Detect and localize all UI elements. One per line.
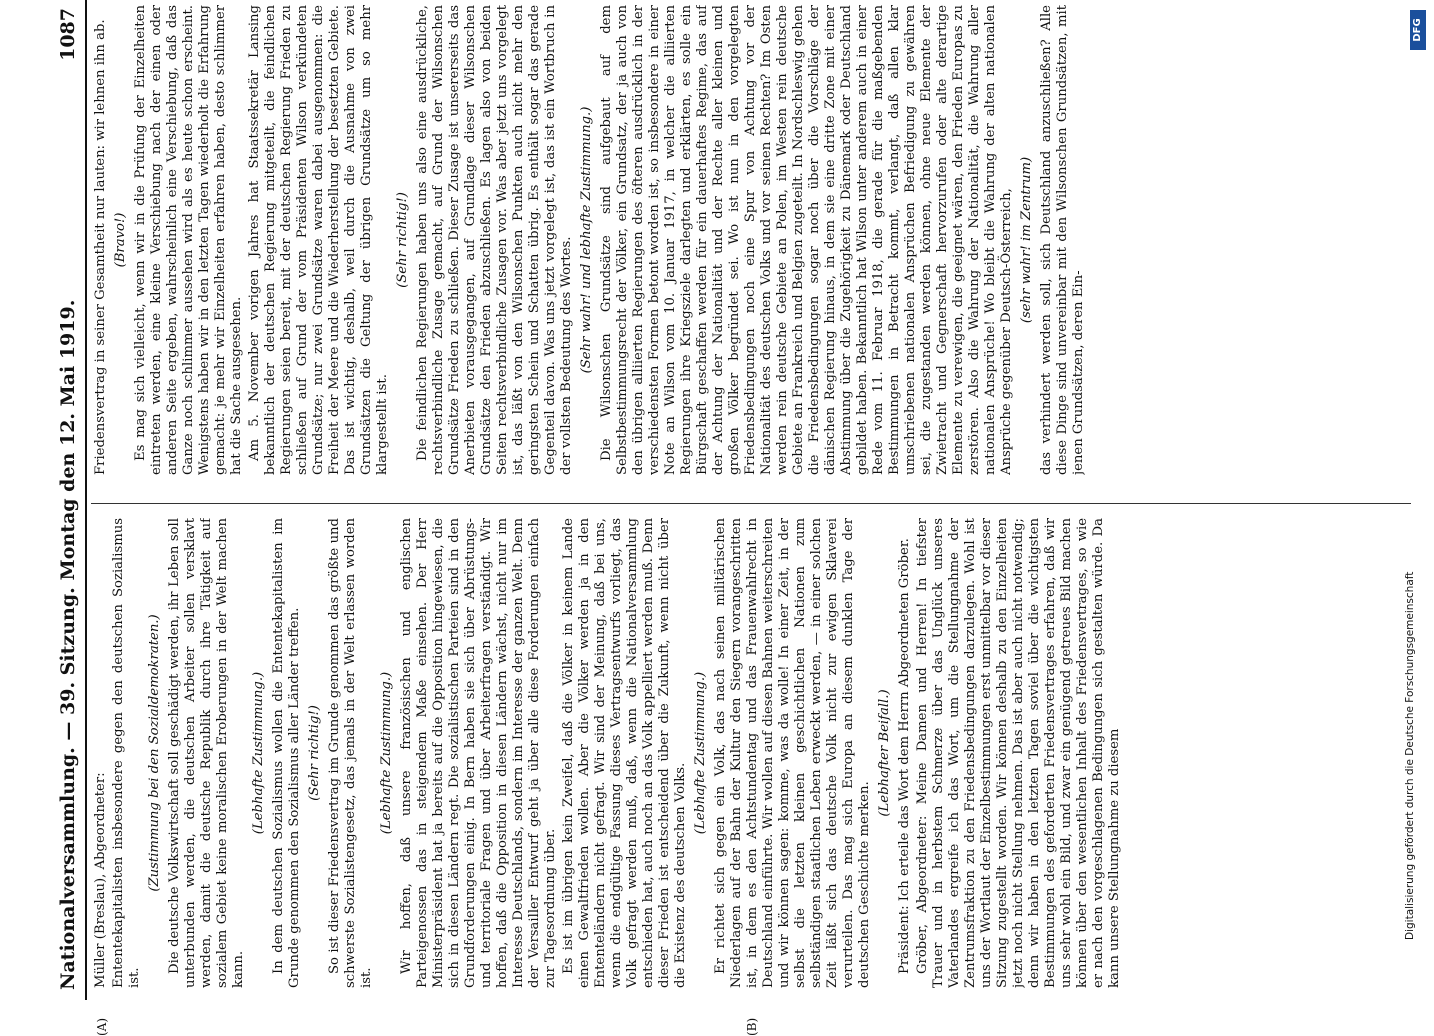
paragraph: das verhindert werden soll, sich Deutschland anzuschließen? Alle diese Dinge sind unvereinbar mit den Wilsonschen Grundsätzen, mit jenen Grundsätzen, deren Ein-	[1039, 5, 1086, 475]
paragraph: Es mag sich vielleicht, wenn wir in die Prüfung der Einzelheiten eintreten werden, eine kleine Verschiebung nach der einen oder anderen Seite ergeben, wahrscheinlich eine Verschiebung, daß das Ganze noch schlimmer aussehen wird als es heute schon erscheint. Wenigstens haben wir in den letzten Tagen wiederholt die Erfahrung gemacht: je mehr wir Einzelheiten erfahren haben, desto schlimmer hat die Sache ausgesehen.	[133, 5, 244, 475]
digitization-note-text: Digitalisierung gefördert durch die Deutsche Forschungsgemeinschaft	[1404, 571, 1416, 940]
left-column	[93, 518, 1413, 988]
interjection: (Lebhafte Zustimmung.)	[251, 671, 266, 835]
header-rule	[85, 0, 87, 1000]
document-page	[55, 0, 1415, 1036]
dfg-logo	[1410, 10, 1426, 50]
paragraph: Am 5. November vorigen Jahres hat Staatssekretär Lansing bekanntlich der deutschen Regierung mitgeteilt, die feindlichen Regierungen seien bereit, mit der deutschen Regierung Frieden zu schließen auf Grund der vom Präsidenten Wilson verkündeten Grundsätze; nur zwei Grundsätze waren dabei ausgenommen: die Freiheit der Meere und die Wiederherstellung der besetzten Gebiete. Das ist wichtig, deshalb, weil durch die Ausnahme von zwei Grundsätzen die Geltung der übrigen Grundsätze um so mehr klargestellt ist.	[247, 5, 390, 475]
header-date: Montag den 12. Mai 1919.	[57, 299, 79, 581]
paragraph: Die deutsche Volkswirtschaft soll geschädigt werden, ihr Leben soll unterbunden werden, die deutschen Arbeiter sollen versklavt werden, damit die deutsche Republik durch ihre Tätigkeit auf sozialem Gebiet keine moralischen Eroberungen in der Welt machen kann.	[167, 518, 246, 988]
speaker-line: Müller (Breslau), Abgeordneter:	[93, 772, 108, 988]
interjection: (Lebhafte Zustimmung.)	[379, 671, 394, 835]
interjection: (Zustimmung bei den Sozialdemokraten.)	[147, 614, 162, 892]
right-column	[93, 5, 1413, 475]
interjection: (sehr wahr! im Zentrum)	[1019, 156, 1034, 324]
paragraph: Wir hoffen, daß unsere französischen und englischen Parteigenossen das in steigendem Maße einsehen. Der Herr Ministerpräsident hat ja bereits auf die Opposition hingewiesen, die sich in diesen Ländern regt. Die sozialistischen Parteien sind in den Grundforderungen einig. In Bern haben sie sich über Abrüstungs- und territoriale Fragen und über Arbeiterfragen verständigt. Wir hoffen, daß die Opposition in diesen Ländern wächst, nicht nur im Interesse Deutschlands, sondern im Interesse der ganzen Welt. Denn der Versailler Entwurf geht ja über alle diese Forderungen einfach zur Tagesordnung über.	[399, 518, 558, 988]
paragraph: Die feindlichen Regierungen haben uns also eine ausdrückliche, rechtsverbindliche Zusage gemacht, auf Grund der Wilsonschen Grundsätze Frieden zu schließen. Dieser Zusage ist unsererseits das Anerbieten vorausgegangen, auf Grundlage dieser Wilsonschen Grundsätze den Frieden abzuschließen. Es lagen also von beiden Seiten rechtsverbindliche Zusagen vor. Was aber jetzt uns vorgelegt ist, das läßt von den Wilsonschen Punkten auch nicht mehr den geringsten Schein und Schatten übrig. Es enthält sogar das gerade Gegenteil davon. Was uns jetzt vorgelegt ist, das ist ein Wortbruch in der vollsten Bedeutung des Wortes.	[415, 5, 574, 475]
margin-letter-b: (B)	[745, 1017, 759, 1036]
interjection: (Sehr wahr! und lebhafte Zustimmung.)	[579, 106, 594, 374]
interjection: (Lebhafte Zustimmung.)	[693, 671, 708, 835]
header-left: Nationalversammlung. — 39. Sitzung.	[57, 587, 79, 990]
column-divider	[91, 503, 1411, 504]
interjection: (Sehr richtig!)	[395, 192, 410, 288]
dfg-logo-text: DFG	[1412, 18, 1423, 42]
interjection: (Bravo!)	[113, 212, 128, 268]
page-header	[55, 0, 83, 1000]
paragraph: So ist dieser Friedensvertrag im Grunde genommen das größte und schwerste Sozialistengesetz, das jemals in der Welt erlassen worden ist.	[327, 518, 374, 988]
paragraph: Die Wilsonschen Grundsätze sind aufgebaut auf dem Selbstbestimmungsrecht der Völker, ein Grundsatz, der ja auch von den übrigen alliierten Regierungen des öfteren ausdrücklich in der verschiedensten Formen betont worden ist, so insbesondere in einer Note an Wilson vom 10. Januar 1917, in welcher die alliierten Regierungen ihre Kriegsziele darlegten und erklärten, es solle ein Bürgschaft geschaffen werden für ein dauerhaftes Regime, das auf der Achtung der Nationalität und der Rechte aller kleinen und großen Völker begründet sei. Wo ist nun in den vorgelegten Friedensbedingungen noch eine Spur von Achtung vor der Nationalität des deutschen Volks und vor seinen Rechten? Im Osten werden rein deutsche Gebiete an Polen, im Westen rein deutsche Gebiete an Frankreich und Belgien zugeteilt. In Nordschleswig gehen die Friedensbedingungen sogar noch über die Vorschläge der dänischen Regierung hinaus, in dem sie eine dritte Zone mit einer Abstimmung über die Zugehörigkeit zu Dänemark oder Deutschland gebildet haben. Bekanntlich hat Wilson unter anderem auch in einer Rede vom 11. Februar 1918, die gerade für die maßgebenden Bestimmungen in Betracht kommt, verlangt, daß allen klar umschriebenen nationalen Ansprüchen Befriedigung zu gewähren sei, die zugestanden werden können, ohne neue Elemente der Zwietracht und Gegnerschaft hervorzurufen oder alte derartige Elemente zu verewigen, die geeignet wären, den Frieden Europas zu zerstören. Also die Wahrung der Nationalität, die Wahrung aller nationalen Ansprüche! Wo bleibt die Wahrung der alten nationalen Ansprüche gegenüber Deutsch-Österreich,	[599, 5, 1014, 475]
paragraph: Präsident: Ich erteile das Wort dem Herrn Abgeordneten Gröber.	[897, 538, 912, 974]
interjection: (Lebhafter Beifall.)	[877, 689, 892, 817]
paragraph: In dem deutschen Sozialismus wollen die Ententekapitalisten im Grunde genommen den Sozialismus aller Länder treffen.	[271, 518, 302, 988]
interjection: (Sehr richtig!)	[307, 705, 322, 801]
paragraph: Es ist im übrigen kein Zweifel, daß die Völker in keinem Lande einen Gewaltfrieden wollen. Aber die Völker werden ja in den Ententeländern nicht gefragt. Wir sind der Meinung, daß bei uns, wenn die endgültige Fassung dieses Vertragsentwurfs vorliegt, das Volk gefragt werden muß, daß, wenn die Nationalversammlung entschieden hat, auch noch an das Volk appelliert werden muß. Denn dieser Frieden ist entscheidend über die Zukunft, wenn nicht über die Existenz des deutschen Volks.	[561, 518, 688, 988]
digitization-note	[1404, 60, 1424, 940]
paragraph: Ententekapitalisten insbesondere gegen den deutschen Sozialismus ist.	[111, 518, 142, 988]
page-number: 1087	[57, 8, 79, 61]
margin-letter-a: (A)	[95, 1017, 109, 1036]
paragraph: Gröber, Abgeordneter: Meine Damen und Herren! In tiefster Trauer und in herbstem Schmerze über das Unglück unseres Vaterlandes ergreife ich das Wort, um die Stellungnahme der Zentrumsfraktion zu den Friedensbedingungen darzulegen. Wohl ist uns der Wortlaut der Einzelbestimmungen erst unmittelbar vor dieser Sitzung zugestellt worden. Wir können deshalb zu den Einzelheiten jetzt noch nicht Stellung nehmen. Das ist aber auch nicht notwendig; denn wir haben in den letzten Tagen soviel über die wichtigsten Bestimmungen des geforderten Friedensvertrages erfahren, daß wir uns sehr wohl ein Bild, und zwar ein genügend getreues Bild machen können über den wesentlichen Inhalt des Friedensvertrages, so wie er nach den vorgeschlagenen Bedingungen sich gestalten würde. Da kann unsere Stellungnahme zu diesem	[915, 518, 1122, 988]
paragraph: Friedensvertrag in seiner Gesamtheit nur lauten: wir lehnen ihn ab.	[93, 19, 108, 475]
paragraph: Er richtet sich gegen ein Volk, das nach seinen militärischen Niederlagen auf der Bahn der Kultur den Siegern vorangeschritten ist, in dem es den Achtstundentag und das Frauenwahlrecht in Deutschland einführte. Wir wollen auf diesen Bahnen weiterschreiten und wir können sagen: komme, was da wolle! In einer Zeit, in der selbst die letzten kleinen geschichtlichen Nationen zum selbständigen staatlichen Leben erweckt werden, — in einer solchen Zeit läßt sich das deutsche Volk nicht zur ewigen Sklaverei verurteilen. Das mag sich Europa an diesem dunklen Tage der deutschen Geschichte merken.	[713, 518, 872, 988]
